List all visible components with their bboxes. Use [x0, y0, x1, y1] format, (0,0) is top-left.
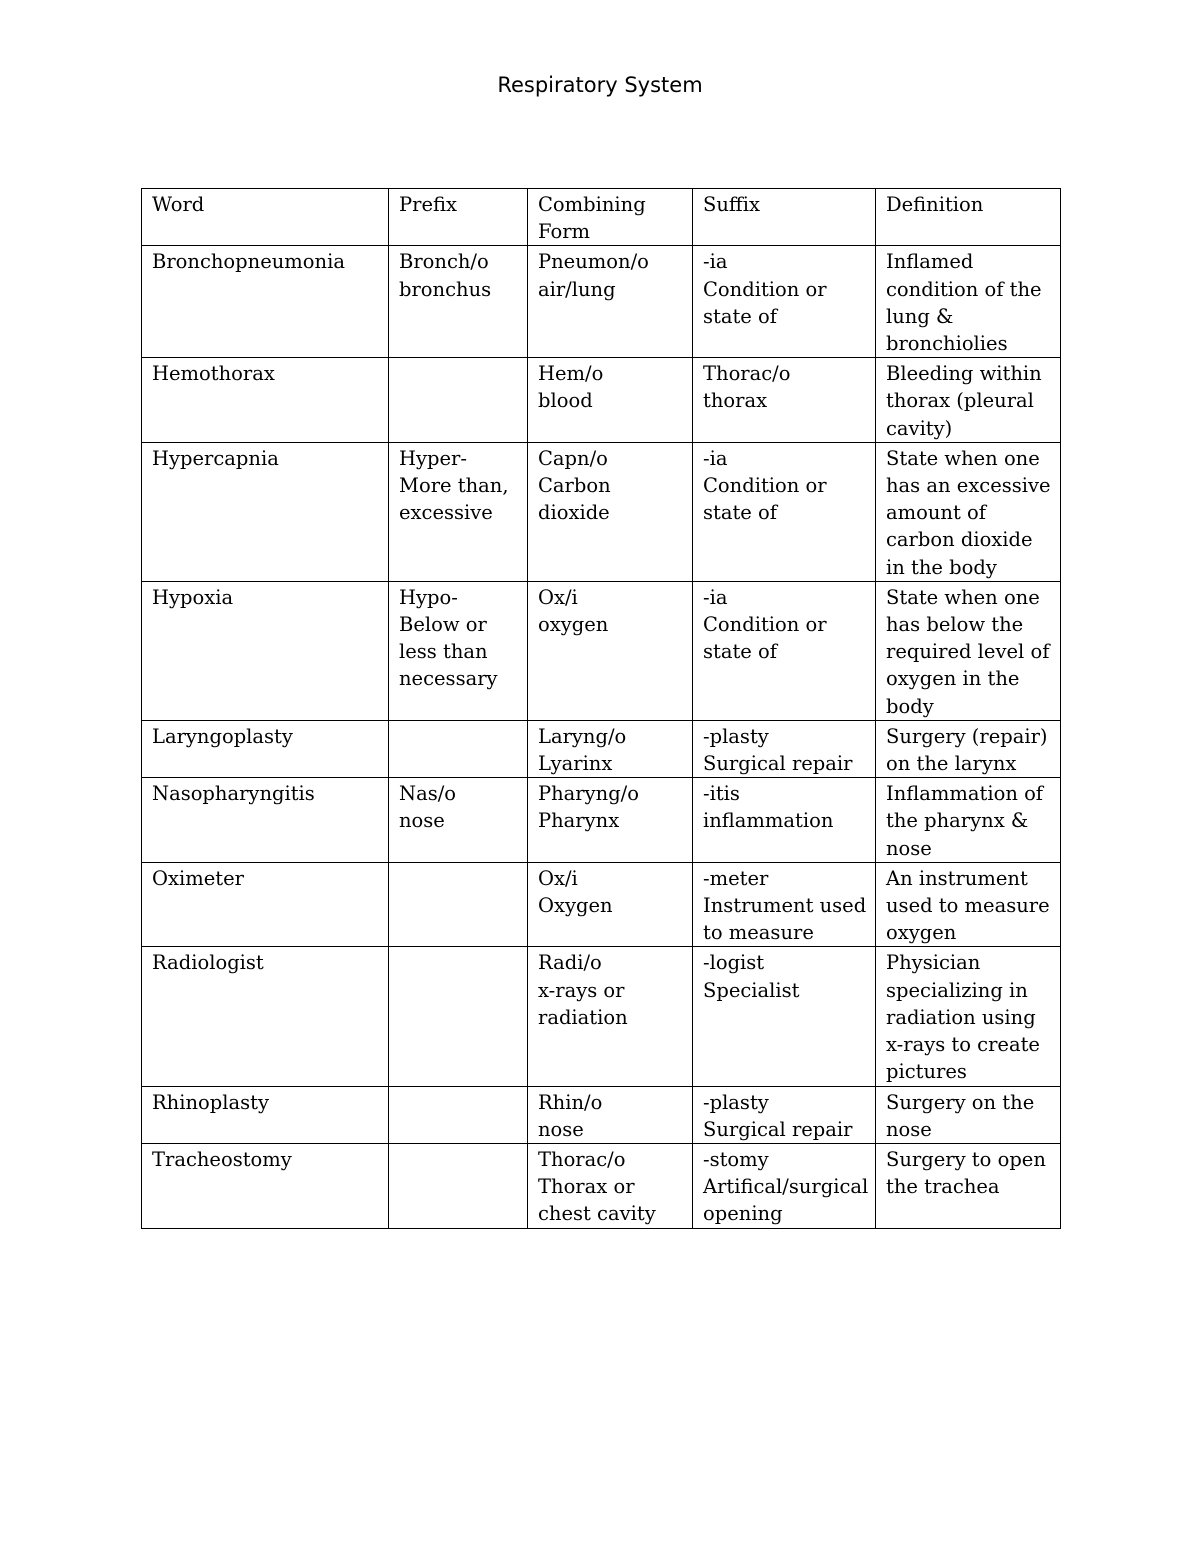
table-cell-suffix: -ia Condition or state of: [693, 442, 876, 581]
table-cell-word: Tracheostomy: [142, 1143, 389, 1228]
table-cell-word: Hypercapnia: [142, 442, 389, 581]
table-cell-suffix: -plasty Surgical repair: [693, 1086, 876, 1143]
table-cell-prefix: [389, 358, 528, 443]
header-cell-word: Word: [142, 189, 389, 246]
table-cell-combining-form: Ox/i oxygen: [528, 581, 693, 720]
table-cell-definition: An instrument used to measure oxygen: [876, 862, 1061, 947]
table-cell-word: Oximeter: [142, 862, 389, 947]
header-cell-prefix: Prefix: [389, 189, 528, 246]
table-cell-prefix: Hyper- More than, excessive: [389, 442, 528, 581]
table-cell-combining-form: Capn/o Carbon dioxide: [528, 442, 693, 581]
table-cell-word: Radiologist: [142, 947, 389, 1086]
table-cell-word: Nasopharyngitis: [142, 778, 389, 863]
table-cell-combining-form: Rhin/o nose: [528, 1086, 693, 1143]
table-cell-definition: Bleeding within thorax (pleural cavity): [876, 358, 1061, 443]
table-row: [142, 720, 1061, 777]
table-cell-suffix: -meter Instrument used to measure: [693, 862, 876, 947]
table-body: [142, 189, 1061, 1229]
table-cell-combining-form: Ox/i Oxygen: [528, 862, 693, 947]
table-cell-combining-form: Pharyng/o Pharynx: [528, 778, 693, 863]
table-row: [142, 1086, 1061, 1143]
table-cell-suffix: Thorac/o thorax: [693, 358, 876, 443]
table-header-row: [142, 189, 1061, 246]
table-row: [142, 778, 1061, 863]
header-cell-definition: Definition: [876, 189, 1061, 246]
table-cell-prefix: [389, 1143, 528, 1228]
table-cell-definition: Inflammation of the pharynx & nose: [876, 778, 1061, 863]
table-cell-prefix: Nas/o nose: [389, 778, 528, 863]
table-cell-prefix: Bronch/o bronchus: [389, 246, 528, 358]
table-cell-prefix: Hypo- Below or less than necessary: [389, 581, 528, 720]
table-cell-suffix: -plasty Surgical repair: [693, 720, 876, 777]
table-cell-combining-form: Radi/o x-rays or radiation: [528, 947, 693, 1086]
table-cell-prefix: [389, 947, 528, 1086]
table-cell-suffix: -stomy Artifical/surgical opening: [693, 1143, 876, 1228]
table-cell-suffix: -logist Specialist: [693, 947, 876, 1086]
table-cell-suffix: -ia Condition or state of: [693, 581, 876, 720]
table-cell-suffix: -itis inflammation: [693, 778, 876, 863]
table-row: [142, 358, 1061, 443]
page-title: Respiratory System: [497, 73, 703, 97]
table-cell-prefix: [389, 862, 528, 947]
table-cell-combining-form: Laryng/o Lyarinx: [528, 720, 693, 777]
table-cell-prefix: [389, 1086, 528, 1143]
table-cell-combining-form: Hem/o blood: [528, 358, 693, 443]
table-row: [142, 246, 1061, 358]
table-cell-definition: Surgery (repair) on the larynx: [876, 720, 1061, 777]
header-cell-combining-form: Combining Form: [528, 189, 693, 246]
table-row: [142, 947, 1061, 1086]
table-cell-word: Rhinoplasty: [142, 1086, 389, 1143]
table-cell-suffix: -ia Condition or state of: [693, 246, 876, 358]
table-cell-combining-form: Thorac/o Thorax or chest cavity: [528, 1143, 693, 1228]
table-cell-word: Laryngoplasty: [142, 720, 389, 777]
table-row: [142, 442, 1061, 581]
table-cell-combining-form: Pneumon/o air/lung: [528, 246, 693, 358]
table-cell-definition: Physician specializing in radiation using x-rays to create pictures: [876, 947, 1061, 1086]
table-cell-definition: Inflamed condition of the lung & bronchiolies: [876, 246, 1061, 358]
table-cell-word: Hypoxia: [142, 581, 389, 720]
table-cell-word: Bronchopneumonia: [142, 246, 389, 358]
table-row: [142, 862, 1061, 947]
table-cell-word: Hemothorax: [142, 358, 389, 443]
header-cell-suffix: Suffix: [693, 189, 876, 246]
table-cell-definition: Surgery on the nose: [876, 1086, 1061, 1143]
table-row: [142, 581, 1061, 720]
table-cell-definition: Surgery to open the trachea: [876, 1143, 1061, 1228]
terminology-table: [141, 188, 1061, 1229]
table-cell-definition: State when one has an excessive amount of carbon dioxide in the body: [876, 442, 1061, 581]
table-row: [142, 1143, 1061, 1228]
table-cell-definition: State when one has below the required level of oxygen in the body: [876, 581, 1061, 720]
table-cell-prefix: [389, 720, 528, 777]
